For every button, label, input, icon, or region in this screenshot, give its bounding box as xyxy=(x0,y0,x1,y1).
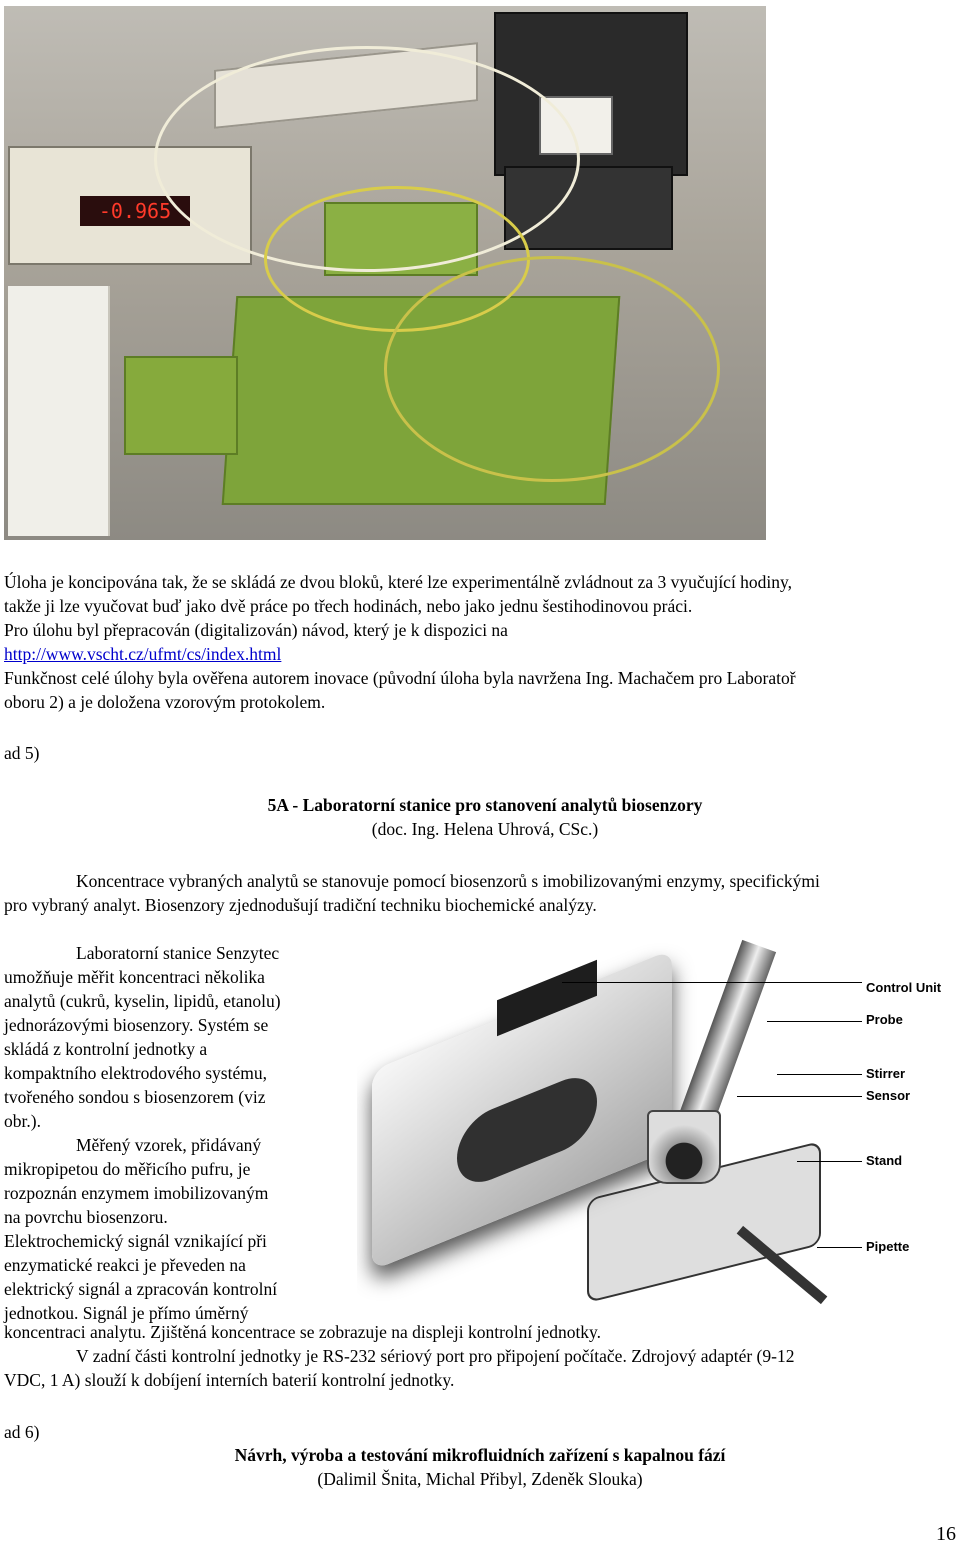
paragraph-line: koncentraci analytu. Zjištěná koncentrace se zobrazuje na displeji kontrolní jednotky. xyxy=(4,1322,602,1342)
biosensor-station-figure xyxy=(357,920,942,1308)
callout-line xyxy=(777,1074,862,1075)
section-6-title: Návrh, výroba a testování mikrofluidních zařízení s kapalnou fází xyxy=(234,1445,726,1465)
lab-kit-photo xyxy=(4,6,766,540)
section-5-title: 5A - Laboratorní stanice pro stanovení analytů biosenzory xyxy=(267,795,703,815)
callout-line xyxy=(797,1161,862,1162)
schematic-sheet xyxy=(8,286,110,536)
callout-line xyxy=(817,1247,862,1248)
figure-label: Probe xyxy=(866,1012,903,1027)
intro-line: Pro úlohu byl přepracován (digitalizován) návod, který je k dispozici na xyxy=(4,620,508,640)
wrap-line: elektrický signál a zpracován kontrolní xyxy=(4,1279,278,1299)
beaker xyxy=(647,1110,721,1184)
page-number: 16 xyxy=(936,1523,956,1545)
section-5-label: ad 5) xyxy=(4,743,40,763)
wrap-line: obr.). xyxy=(4,1111,41,1131)
figure-label: Sensor xyxy=(866,1088,911,1103)
wrap-line: skládá z kontrolní jednotky a xyxy=(4,1039,208,1059)
multimeter-display: -0.965 xyxy=(80,196,190,226)
figure-label: Pipette xyxy=(866,1239,910,1254)
wrap-line: Laboratorní stanice Senzytec xyxy=(76,943,280,963)
wrap-line: enzymatické reakci je převeden na xyxy=(4,1255,246,1275)
callout-line xyxy=(562,982,862,983)
section-5-author: (doc. Ing. Helena Uhrová, CSc.) xyxy=(371,819,599,839)
wrap-line: Elektrochemický signál vznikající při xyxy=(4,1231,267,1251)
paragraph-line: Koncentrace vybraných analytů se stanovuje pomocí biosenzorů s imobilizovanými enzymy, specifickými xyxy=(76,871,820,891)
intro-paragraph xyxy=(4,570,956,714)
paragraph-line: V zadní části kontrolní jednotky je RS-232 sériový port pro připojení počítače. Zdrojový adaptér (9-12 xyxy=(76,1346,795,1366)
manual-link[interactable]: http://www.vscht.cz/ufmt/cs/index.html xyxy=(4,644,282,664)
section-6-authors: (Dalimil Šnita, Michal Přibyl, Zdeněk Slouka) xyxy=(317,1469,643,1489)
cable xyxy=(384,256,720,482)
wrap-line: Měřený vzorek, přidávaný xyxy=(76,1135,262,1155)
figure-label: Stirrer xyxy=(866,1066,906,1081)
wrap-line: mikropipetou do měřicího pufru, je xyxy=(4,1159,251,1179)
intro-line: takže ji lze vyučovat buď jako dvě práce po třech hodinách, nebo jako jednu šestihodinovou práci. xyxy=(4,596,693,616)
intro-line: oboru 2) a je doložena vzorovým protokolem. xyxy=(4,692,326,712)
section-6-label: ad 6) xyxy=(4,1422,40,1442)
wrap-line: na povrchu biosenzoru. xyxy=(4,1207,168,1227)
wrap-line: jednotkou. Signál je přímo úměrný xyxy=(4,1303,249,1323)
callout-line xyxy=(767,1021,862,1022)
paragraph-line: VDC, 1 A) slouží k dobíjení interních baterií kontrolní jednotky. xyxy=(4,1370,455,1390)
section-6-heading xyxy=(150,1443,810,1491)
biosensor-continuation xyxy=(4,1320,956,1392)
callout-line xyxy=(737,1096,862,1097)
section-5-intro xyxy=(4,869,956,917)
wrap-line: kompaktního elektrodového systému, xyxy=(4,1063,267,1083)
section-5-heading xyxy=(225,793,745,841)
wrap-line: umožňuje měřit koncentraci několika xyxy=(4,967,265,987)
wrap-line: tvořeného sondou s biosenzorem (viz xyxy=(4,1087,266,1107)
intro-line: Úloha je koncipována tak, že se skládá ze dvou bloků, které lze experimentálně zvládnout za 3 vyučující hodiny, xyxy=(4,572,793,592)
wrap-line: jednorázovými biosenzory. Systém se xyxy=(4,1015,269,1035)
wrap-line: analytů (cukrů, kyselin, lipidů, etanolu) xyxy=(4,991,281,1011)
biosensor-description xyxy=(4,941,349,1325)
wrap-line: rozpoznán enzymem imobilizovaným xyxy=(4,1183,269,1203)
figure-label: Control Unit xyxy=(866,980,942,995)
intro-line: Funkčnost celé úlohy byla ověřena autorem inovace (původní úloha byla navržena Ing. Machačem pro Laboratoř xyxy=(4,668,796,688)
figure-label: Stand xyxy=(866,1153,903,1168)
circuit-board-small xyxy=(124,356,238,455)
paragraph-line: pro vybraný analyt. Biosenzory zjednodušují tradiční techniku biochemické analýzy. xyxy=(4,895,597,915)
